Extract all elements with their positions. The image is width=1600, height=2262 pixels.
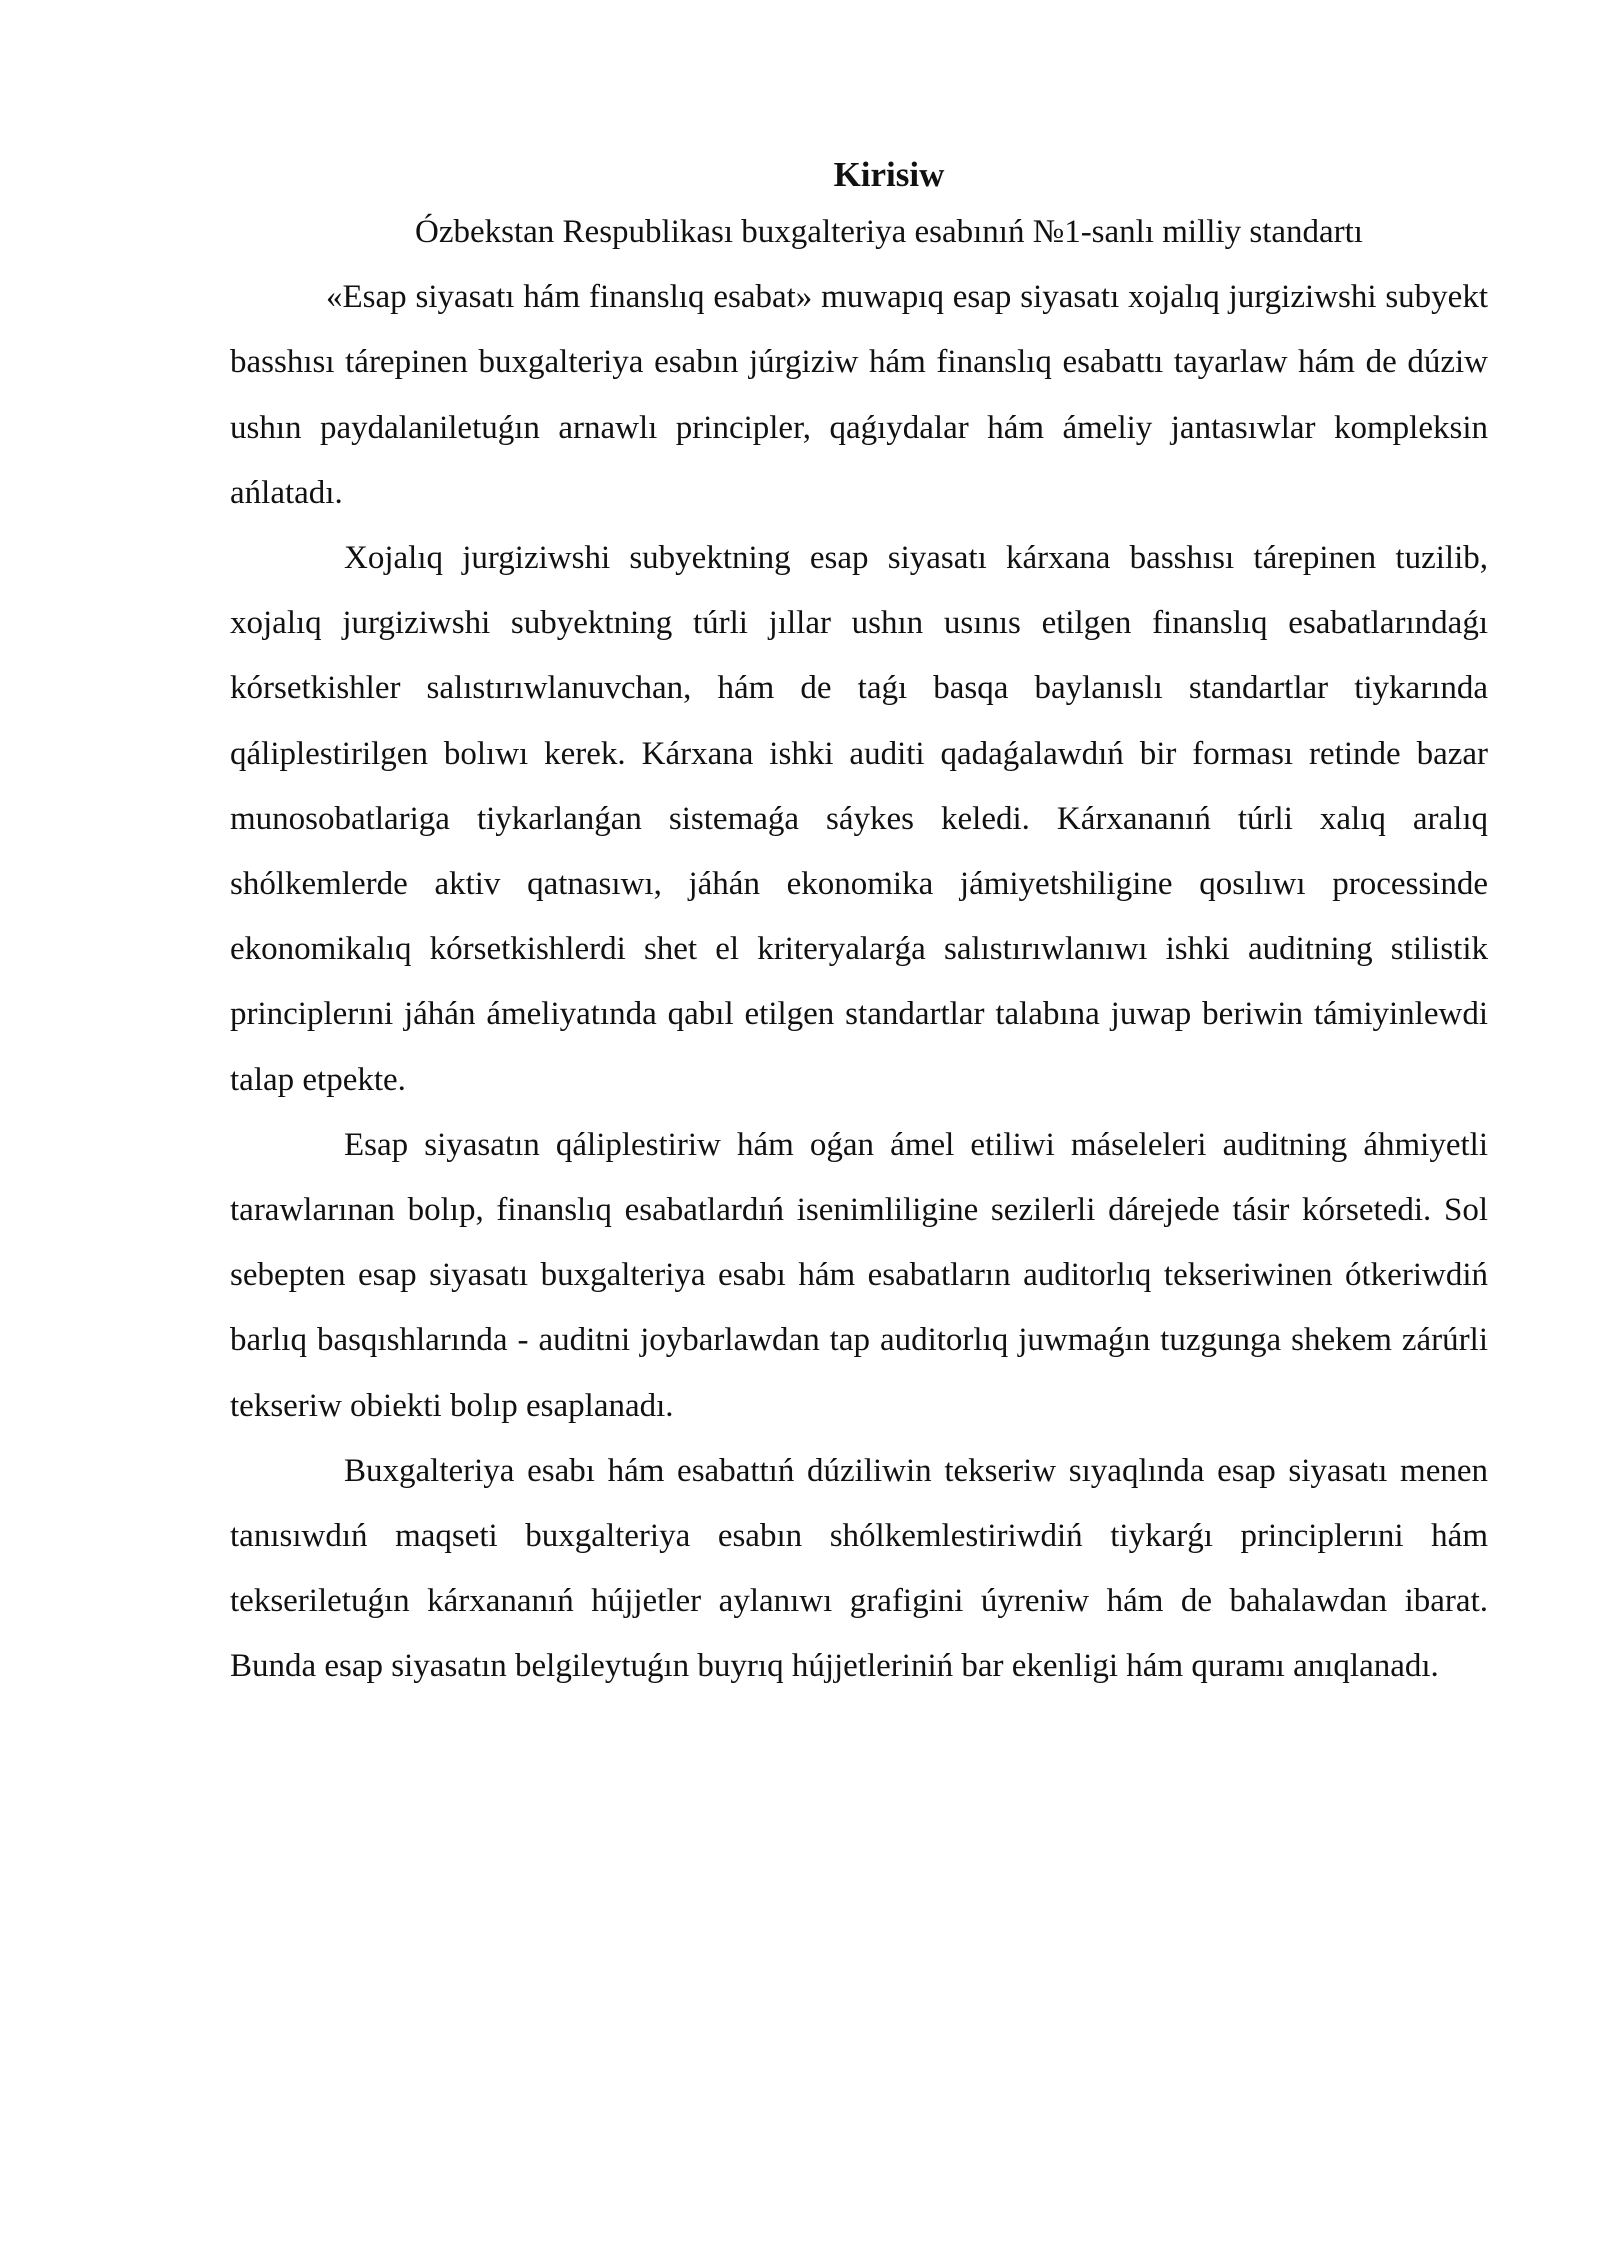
paragraph-definition: «Esap siyasatı hám finanslıq esabat» muwapıq esap siyasatı xojalıq jurgiziwshi subyekt basshısı tárepinen buxgalteriya esabın júrgiziw hám finanslıq esabattı tayarlaw hám de dúziw ushın paydalaniletuǵın arnawlı principler, qaǵıydalar hám ámeliy jantasıwlar kompleksin ańlatadı. [230, 279, 1488, 511]
paragraph-review-purpose: Buxgalteriya esabı hám esabattıń dúziliwin tekseriw sıyaqlında esap siyasatı menen tanısıwdıń maqseti buxgalteriya esabın shólkemlestiriwdiń tiykarǵı principlerıni hám tekseriletuǵın kárxananıń hújjetler aylanıwı grafigini úyreniw hám de bahalawdan ibarat. Bunda esap siyasatın belgileytuǵın buyrıq hújjetleriniń bar ekenligi hám quramı anıqlanadı. [230, 1452, 1488, 1685]
document-body [230, 150, 1488, 1700]
paragraph-audit-importance: Esap siyasatın qáliplestiriw hám oǵan ámel etiliwi máseleleri auditning áhmiyetli tarawlarınan bolıp, finanslıq esabatlardıń isenimliligine sezilerli dárejede tásir kórsetedi. Sol sebepten esap siyasatı buxgalteriya esabı hám esabatların auditorlıq tekseriwinen ótkeriwdiń barlıq basqıshlarında - auditni joybarlawdan tap auditorlıq juwmaǵın tuzgunga shekem zárúrli tekseriw obiekti bolıp esaplanadı. [230, 1126, 1488, 1424]
paragraph-accounting-policy: Xojalıq jurgiziwshi subyektning esap siyasatı kárxana basshısı tárepinen tuzilib, xojalıq jurgiziwshi subyektning túrli jıllar ushın usınıs etilgen finanslıq esabatlarındaǵı kórsetkishler salıstırıwlanuvchan, hám de taǵı basqa baylanıslı standartlar tiykarında qáliplestirilgen bolıwı kerek. Kárxana ishki auditi qadaǵalawdıń bir forması retinde bazar munosobatlariga tiykarlanǵan sistemaǵa sáykes keledi. Kárxananıń túrli xalıq aralıq shólkemlerde aktiv qatnasıwı, jáhán ekonomika jámiyetshiligine qosılıwı processinde ekonomikalıq kórsetkishlerdi shet el kriteryalarǵa salıstırıwlanıwı ishki auditning stilistik principlerıni jáhán ámeliyatında qabıl etilgen standartlar talabına juwap beriwin támiyinlewdi talap etpekte. [230, 540, 1488, 1098]
paragraph-standard-reference: Ózbekstan Respublikası buxgalteriya esabınıń №1-sanlı milliy standartı [415, 214, 1363, 250]
page-title: Kirisiw [833, 155, 945, 194]
